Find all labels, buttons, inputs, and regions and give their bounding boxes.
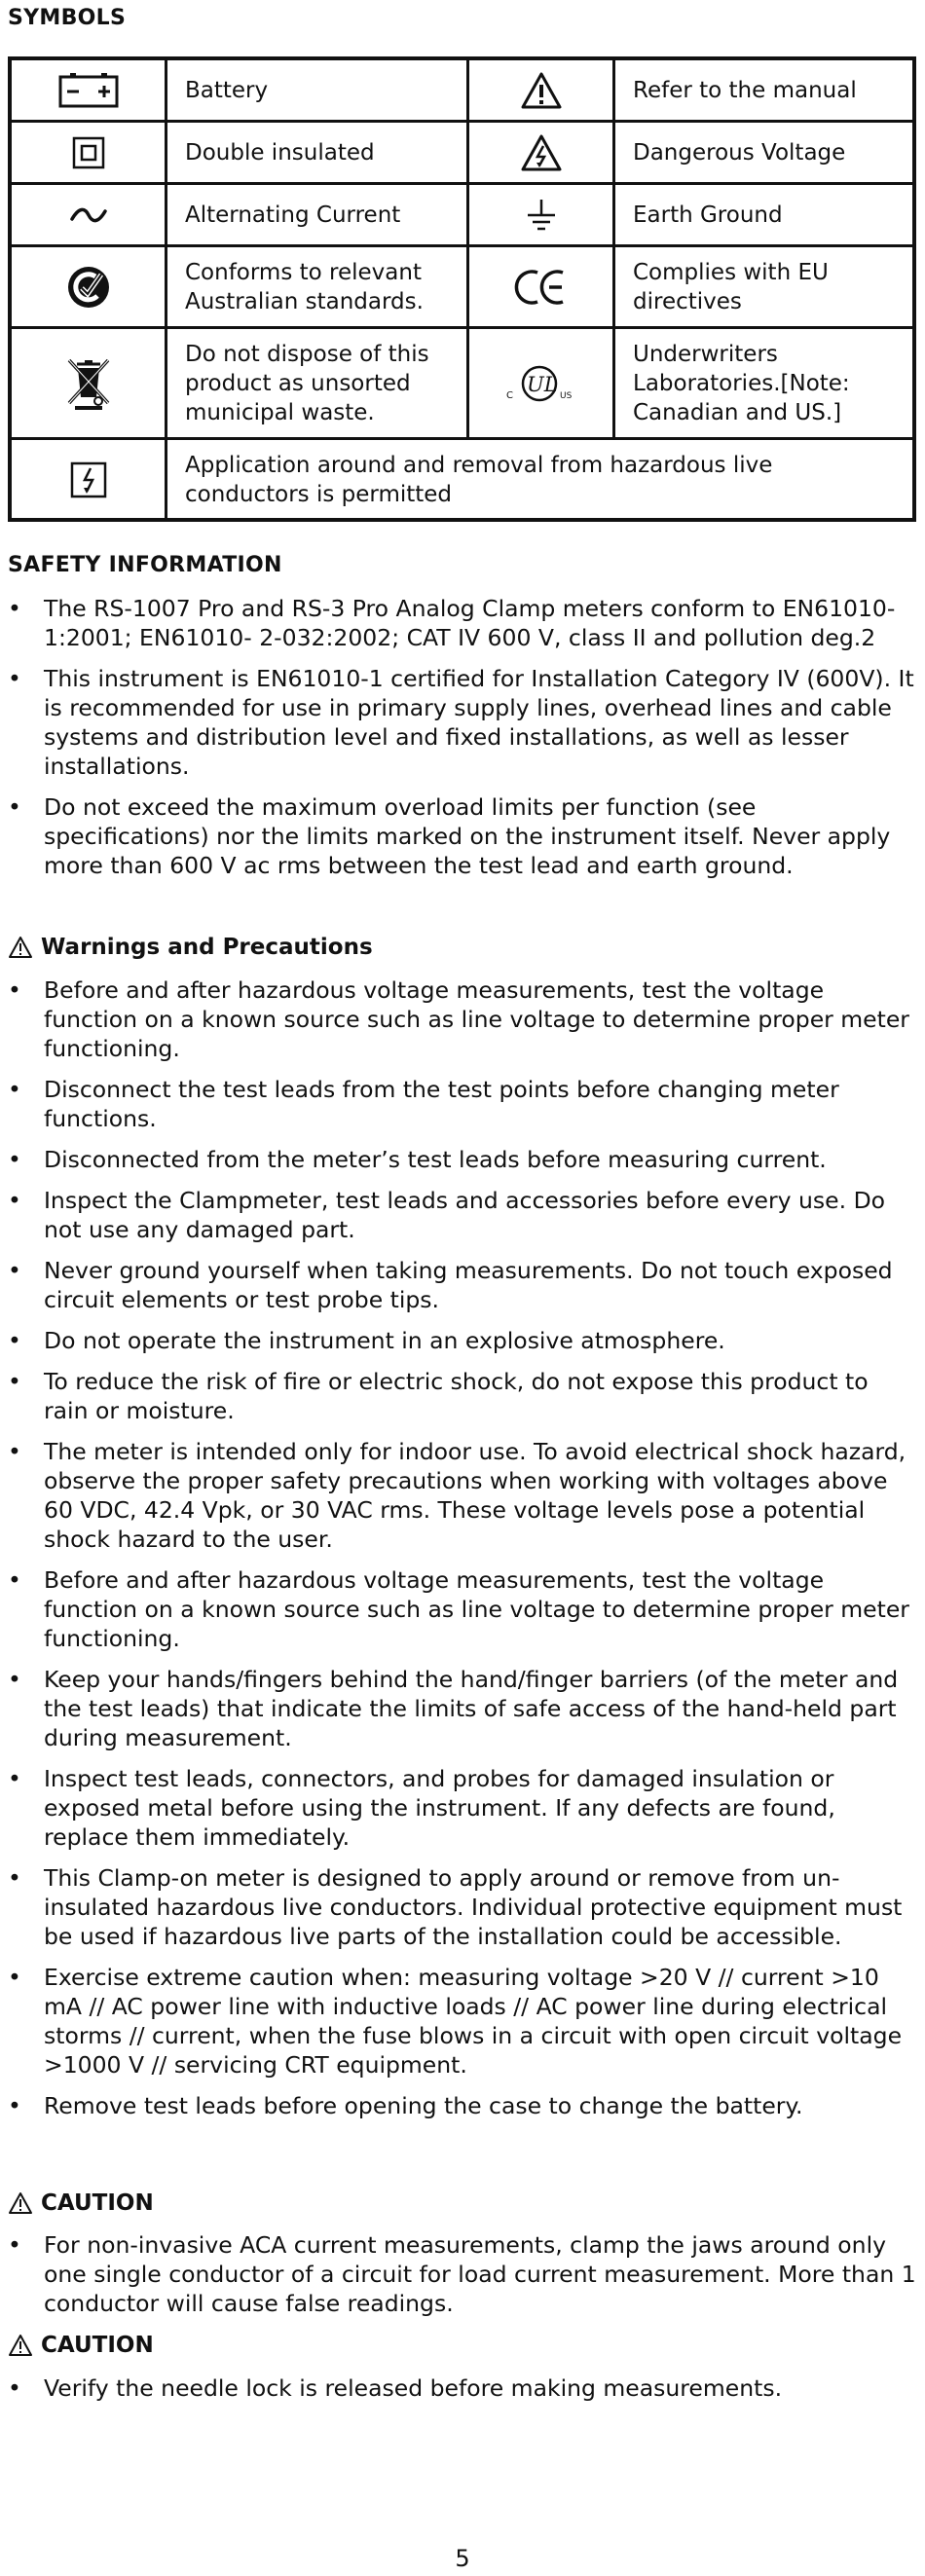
list-item: • To reduce the risk of fire or electric shock, do not expose this product to rain or moisture.: [8, 1368, 869, 1424]
bullet-icon: •: [8, 1566, 21, 1594]
bullet-icon: •: [8, 1765, 21, 1792]
list-item: • Do not exceed the maximum overload limits per function (see specifications) nor the limits marked on the instrument itself. Never apply more than 600 V ac rms between the test lead and earth ground.: [8, 793, 891, 879]
list-item: • Never ground yourself when taking measurements. Do not touch exposed circuit elements or test probe tips.: [8, 1257, 893, 1313]
bullet-icon: •: [8, 1666, 21, 1693]
caution-list: [8, 2230, 918, 2330]
bullet-icon: •: [8, 2092, 21, 2119]
warning-triangle-icon: [8, 936, 33, 959]
symbol-description: Alternating Current: [185, 202, 401, 228]
symbol-description: Complies with EU directives: [633, 259, 829, 314]
list-item: • The RS-1007 Pro and RS-3 Pro Analog Clamp meters conform to EN61010-1:2001; EN61010- 2-032:2002; CAT IV 600 V, class II and pollution deg.2: [8, 595, 896, 651]
earth-ground-icon: [469, 185, 612, 244]
symbols-table: [8, 56, 916, 522]
dangerous-voltage-icon: [469, 123, 612, 182]
bullet-icon: •: [8, 665, 21, 692]
c-tick-icon: [12, 247, 165, 326]
svg-text:C: C: [505, 389, 513, 401]
live-conductor-icon: [12, 440, 165, 519]
warning-triangle-icon: [8, 2191, 33, 2215]
safety-list: [8, 594, 918, 892]
bullet-icon: •: [8, 1964, 21, 1991]
symbols-row: [12, 123, 912, 185]
ul-mark-icon: [469, 329, 612, 437]
caution-list: [8, 2374, 918, 2414]
symbol-description: Dangerous Voltage: [633, 139, 846, 166]
list-item: • This instrument is EN61010-1 certified for Installation Category IV (600V). It is recommended for use in primary supply lines, overhead lines and cable systems and distribution level and fixed installations, as well as lesser installations.: [8, 665, 914, 780]
list-item: • Remove test leads before opening the case to change the battery.: [8, 2092, 803, 2119]
symbols-heading: SYMBOLS: [8, 6, 127, 30]
bullet-icon: •: [8, 1187, 21, 1214]
list-item: • Verify the needle lock is released before making measurements.: [8, 2374, 783, 2402]
symbol-description: Conforms to relevant Australian standards.: [185, 259, 424, 314]
bullet-icon: •: [8, 1327, 21, 1354]
warning-triangle-icon: [469, 60, 612, 120]
symbols-row: [12, 185, 912, 247]
list-item: • The meter is intended only for indoor use. To avoid electrical shock hazard, observe the proper safety precautions when working with voltages above 60 VDC, 42.4 Vpk, or 30 VAC rms. These voltage levels pose a potential shock hazard to the user.: [8, 1438, 906, 1553]
symbols-row: [12, 60, 912, 123]
page-number: 5: [455, 2545, 470, 2572]
symbol-description: Application around and removal from hazardous live conductors is permitted: [185, 452, 773, 507]
caution-heading: [8, 2333, 154, 2358]
bullet-icon: •: [8, 793, 21, 821]
caution-heading: [8, 2190, 154, 2216]
bullet-icon: •: [8, 1146, 21, 1173]
list-item: • Disconnect the test leads from the test points before changing meter functions.: [8, 1076, 839, 1132]
symbol-description: Double insulated: [185, 139, 375, 166]
bullet-icon: •: [8, 1368, 21, 1395]
alternating-current-icon: [12, 185, 165, 244]
list-item: • Inspect the Clampmeter, test leads and accessories before every use. Do not use any damaged part.: [8, 1187, 886, 1243]
warnings-list: [8, 975, 918, 2132]
list-item: • Exercise extreme caution when: measuring voltage >20 V // current >10 mA // AC power line with inductive loads // AC power line during electrical storms // current, when the fuse blows in a circuit with open circuit voltage >1000 V // servicing CRT equipment.: [8, 1964, 903, 2079]
safety-heading: SAFETY INFORMATION: [8, 553, 282, 577]
caution-heading-text: CAUTION: [41, 2333, 154, 2358]
weee-bin-icon: [12, 329, 165, 437]
list-item: • Disconnected from the meter’s test leads before measuring current.: [8, 1146, 827, 1173]
bullet-icon: •: [8, 1076, 21, 1103]
symbol-description: Refer to the manual: [633, 77, 857, 103]
symbol-description: Do not dispose of this product as unsorted municipal waste.: [185, 341, 429, 425]
list-item: • Before and after hazardous voltage measurements, test the voltage function on a known source such as line voltage to determine proper meter functioning.: [8, 976, 909, 1062]
warning-triangle-icon: [8, 2334, 33, 2357]
bullet-icon: •: [8, 1864, 21, 1892]
battery-icon: [12, 60, 165, 120]
symbol-description: Earth Ground: [633, 202, 783, 228]
double-insulated-icon: [12, 123, 165, 182]
symbols-row: [12, 440, 912, 519]
bullet-icon: •: [8, 595, 21, 622]
svg-text:US: US: [559, 390, 572, 401]
list-item: • Do not operate the instrument in an explosive atmosphere.: [8, 1327, 725, 1354]
warnings-heading-text: Warnings and Precautions: [41, 935, 373, 960]
symbols-row: [12, 329, 912, 440]
list-item: • For non-invasive ACA current measurements, clamp the jaws around only one single conductor of a circuit for load current measurement. More than 1 conductor will cause false readings.: [8, 2231, 916, 2317]
warnings-heading: [8, 935, 373, 960]
bullet-icon: •: [8, 1438, 21, 1465]
ce-mark-icon: [469, 247, 612, 326]
list-item: • Before and after hazardous voltage measurements, test the voltage function on a known source such as line voltage to determine proper meter functioning.: [8, 1566, 909, 1652]
list-item: • Inspect test leads, connectors, and probes for damaged insulation or exposed metal before using the instrument. If any defects are found, replace them immediately.: [8, 1765, 835, 1851]
symbols-row: [12, 247, 912, 329]
symbol-description: Underwriters Laboratories.[Note: Canadian and US.]: [633, 341, 850, 425]
symbol-description: Battery: [185, 77, 269, 103]
list-item: • This Clamp-on meter is designed to apply around or remove from un-insulated hazardous live conductors. Individual protective equipment must be used if hazardous live parts of the installation could be accessible.: [8, 1864, 903, 1950]
bullet-icon: •: [8, 976, 21, 1004]
bullet-icon: •: [8, 2374, 21, 2402]
bullet-icon: •: [8, 1257, 21, 1284]
caution-heading-text: CAUTION: [41, 2190, 154, 2216]
list-item: • Keep your hands/fingers behind the hand/finger barriers (of the meter and the test leads) that indicate the limits of safe access of the hand-held part during measurement.: [8, 1666, 899, 1751]
svg-text:UL: UL: [526, 372, 558, 396]
bullet-icon: •: [8, 2231, 21, 2259]
